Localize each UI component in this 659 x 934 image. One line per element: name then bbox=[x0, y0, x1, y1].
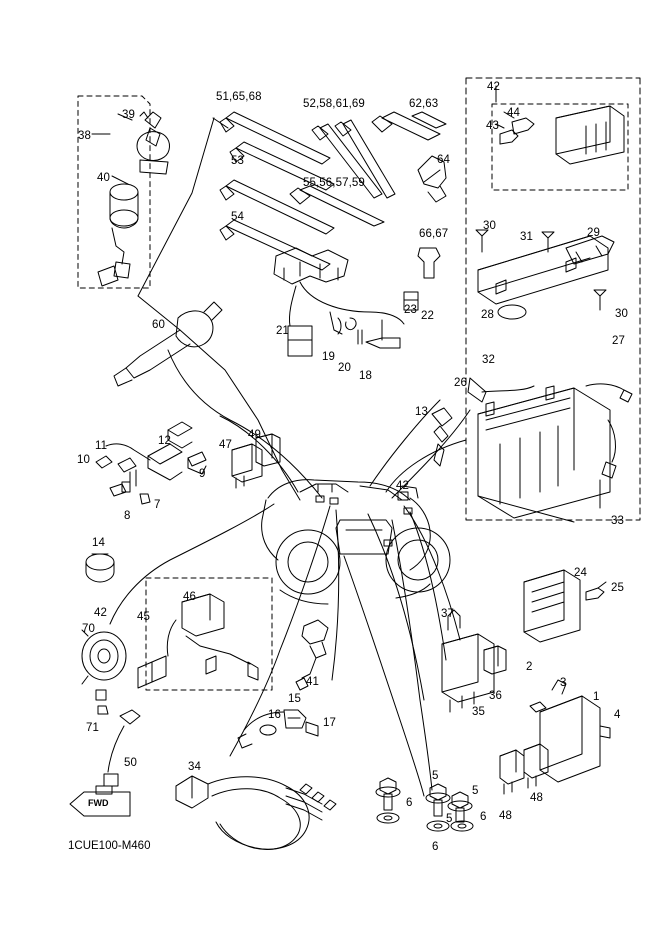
callout-15: 15 bbox=[288, 693, 301, 705]
callout-42: 42 bbox=[94, 607, 107, 619]
callout-49: 49 bbox=[248, 429, 261, 441]
callout-6: 6 bbox=[406, 797, 413, 809]
callout-14: 14 bbox=[92, 537, 105, 549]
callout-43: 43 bbox=[486, 120, 499, 132]
callout-42: 42 bbox=[396, 480, 409, 492]
callout-29: 29 bbox=[587, 227, 600, 239]
diagram-part-code: 1CUE100-M460 bbox=[68, 840, 151, 852]
callout-37: 37 bbox=[441, 608, 454, 620]
callout-19: 19 bbox=[322, 351, 335, 363]
callout-22: 22 bbox=[421, 310, 434, 322]
callout-28: 28 bbox=[481, 309, 494, 321]
callout-36: 36 bbox=[489, 690, 502, 702]
callout-5: 5 bbox=[472, 785, 479, 797]
callout-30: 30 bbox=[483, 220, 496, 232]
callout-27: 27 bbox=[612, 335, 625, 347]
callout-13: 13 bbox=[415, 406, 428, 418]
callout-5: 5 bbox=[446, 813, 453, 825]
callout-7: 7 bbox=[154, 499, 161, 511]
callout-1: 1 bbox=[593, 691, 600, 703]
callout-12: 12 bbox=[158, 435, 171, 447]
callout-32: 32 bbox=[482, 354, 495, 366]
callout-8: 8 bbox=[124, 510, 131, 522]
callout-53: 53 bbox=[231, 155, 244, 167]
callout-35: 35 bbox=[472, 706, 485, 718]
callout-30: 30 bbox=[615, 308, 628, 320]
callout-66-67: 66,67 bbox=[419, 228, 449, 240]
callout-50: 50 bbox=[124, 757, 137, 769]
callout-39: 39 bbox=[122, 109, 135, 121]
callout-2: 2 bbox=[526, 661, 533, 673]
callout-40: 40 bbox=[97, 172, 110, 184]
callout-48: 48 bbox=[530, 792, 543, 804]
callout-41: 41 bbox=[306, 676, 319, 688]
callout-51-65-68: 51,65,68 bbox=[216, 91, 262, 103]
callout-34: 34 bbox=[188, 761, 201, 773]
callout-9: 9 bbox=[199, 468, 206, 480]
callout-24: 24 bbox=[574, 567, 587, 579]
callout-25: 25 bbox=[611, 582, 624, 594]
callout-60: 60 bbox=[152, 319, 165, 331]
callout-45: 45 bbox=[137, 611, 150, 623]
callout-18: 18 bbox=[359, 370, 372, 382]
callout-64: 64 bbox=[437, 154, 450, 166]
callout-33: 33 bbox=[611, 515, 624, 527]
callout-46: 46 bbox=[183, 591, 196, 603]
callout-6: 6 bbox=[480, 811, 487, 823]
callout-3: 3 bbox=[560, 677, 567, 689]
fwd-direction-marker: FWD bbox=[88, 798, 109, 808]
callout-10: 10 bbox=[77, 454, 90, 466]
callout-71: 71 bbox=[86, 722, 99, 734]
callout-20: 20 bbox=[338, 362, 351, 374]
callout-16: 16 bbox=[268, 709, 281, 721]
callout-6: 6 bbox=[432, 841, 439, 853]
callout-5: 5 bbox=[432, 770, 439, 782]
callout-48: 48 bbox=[499, 810, 512, 822]
callout-47: 47 bbox=[219, 439, 232, 451]
callout-4: 4 bbox=[614, 709, 621, 721]
callout-23: 23 bbox=[404, 304, 417, 316]
callout-11: 11 bbox=[95, 440, 108, 452]
callout-62-63: 62,63 bbox=[409, 98, 439, 110]
callout-55-56-57-59: 55,56,57,59 bbox=[303, 177, 365, 189]
callout-21: 21 bbox=[276, 325, 289, 337]
callout-17: 17 bbox=[323, 717, 336, 729]
callout-26: 26 bbox=[454, 377, 467, 389]
callout-54: 54 bbox=[231, 211, 244, 223]
callout-52-58-61-69: 52,58,61,69 bbox=[303, 98, 365, 110]
callout-44: 44 bbox=[507, 107, 520, 119]
callout-70: 70 bbox=[82, 623, 95, 635]
callout-38: 38 bbox=[78, 130, 91, 142]
callout-42: 42 bbox=[487, 81, 500, 93]
callout-31: 31 bbox=[520, 231, 533, 243]
